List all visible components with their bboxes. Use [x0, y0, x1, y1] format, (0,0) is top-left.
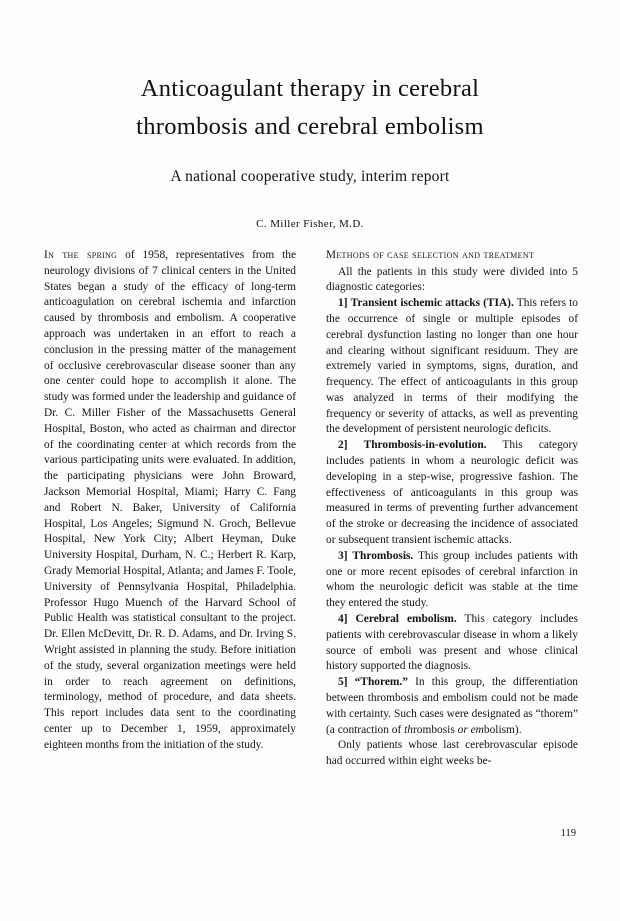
right-column: [326, 248, 578, 770]
title-block: [0, 0, 620, 230]
section-heading: Methods of case selection and treatment: [326, 249, 535, 261]
page-subtitle: A national cooperative study, interim report: [170, 167, 450, 185]
category-5-tail-2: bolism).: [483, 723, 522, 736]
category-3-number: 3]: [338, 549, 348, 562]
category-item-2: [326, 438, 578, 549]
closing-paragraph: Only patients whose last cerebrovascular episode had occurred within eight weeks be-: [326, 739, 578, 768]
author-byline: C. Miller Fisher, M.D.: [256, 217, 364, 230]
category-4-number: 4]: [338, 613, 348, 626]
category-5-tail-1: rombosis: [413, 723, 458, 736]
page-title-line-2: thrombosis and cerebral embolism: [136, 112, 484, 140]
page-title-line-1: Anticoagulant therapy in cerebral: [140, 75, 480, 102]
category-1-text: This refers to the occurrence of single or multiple episodes of cerebral dysfunction lasting no longer than one hour and clearing without significant residuum. They are extremely varied in symptoms, signs, duration, and frequency. The effect of anticoagulants in this group was analyzed in terms of their modifying the frequency or severity of attacks, as well as preventing the development of persistent neurologic deficits.: [326, 297, 578, 436]
category-5-italic-2: or em: [457, 723, 484, 736]
left-paragraph-1: [44, 248, 296, 754]
methods-intro-paragraph: All the patients in this study were divided into 5 diagnostic categories:: [326, 265, 578, 294]
left-column: [44, 248, 296, 770]
category-5-text: In this group, the differentiation between thrombosis and embolism could not be made with certainty. Such cases were designated as “thorem” (a contraction of: [326, 676, 578, 736]
category-5-italic-1: th: [404, 723, 413, 736]
category-3-text: This group includes patients with one or more recent episodes of cerebral infarction in whom the neurologic deficit was stable at the time they entered the study.: [326, 549, 578, 610]
category-1-term: Transient ischemic attacks (TIA).: [350, 297, 514, 310]
category-1-number: 1]: [338, 297, 348, 310]
category-5-number: 5]: [338, 676, 348, 689]
category-4-text: This category includes patients with cerebrovascular disease in whom a likely source of emboli was present and whose clinical history supported the diagnosis.: [326, 613, 578, 673]
methods-section: [326, 248, 578, 264]
category-2-term: Thrombosis-in-evolution.: [363, 439, 487, 452]
body-columns: [44, 248, 578, 770]
category-item-3: [326, 549, 578, 612]
category-3-term: Thrombosis.: [352, 549, 414, 562]
opening-smallcaps: In the spring: [44, 249, 118, 261]
category-item-5: [326, 675, 578, 738]
category-2-number: 2]: [338, 439, 348, 452]
category-2-text: This category includes patients in whom a neurologic deficit was developing in a step-wise, progressive fashion. The effectiveness of anticoagulants in this group was measured in terms of preventing further advancement of the stroke or decreasing the incidence of associated or subsequent transient ischemic attacks.: [326, 439, 578, 547]
left-paragraph-1-text: of 1958, representatives from the neurology divisions of 7 clinical centers in the United States began a study of the efficacy of long-term anticoagulation on cerebral ischemia and infarction caused by thrombosis and embolism. A cooperative approach was undertaken in an effort to reach a conclusion in the pressing matter of the management of occlusive cerebrovascular disease sooner than any one center could hope to accomplish it alone. The study was formed under the leadership and guidance of Dr. C. Miller Fisher of the Massachusetts General Hospital, Boston, who acted as chairman and director of the coordinating center at which records from the various participating units were evaluated. In addition, the participating physicians were John Broward, Jackson Memorial Hospital, Miami; Harry C. Fang and Robert N. Baker, University of California Hospital, Los Angeles; Sigmund N. Groch, Bellevue Hospital, New York City; Albert Heyman, Duke University Hospital, Durham, N. C.; Herbert R. Karp, Grady Memorial Hospital, Atlanta; and James F. Toole, University of Pennsylvania Hospital, Philadelphia. Professor Hugo Muench of the Harvard School of Public Health was statistical consultant to the project. Dr. Ellen McDevitt, Dr. R. D. Adams, and Dr. Irving S. Wright assisted in planning the study. Before initiation of the study, several organization meetings were held in order to reach agreement on definitions, terminology, method of procedure, and data sheets. This report includes data sent to the coordinating center up to December 1, 1959, approximately eighteen months from the initiation of the study.: [44, 249, 296, 751]
page-number: 119: [560, 828, 576, 839]
category-item-4: [326, 612, 578, 675]
category-item-1: [326, 296, 578, 438]
category-5-term: “Thorem.”: [354, 676, 408, 689]
category-4-term: Cerebral embolism.: [355, 613, 457, 626]
